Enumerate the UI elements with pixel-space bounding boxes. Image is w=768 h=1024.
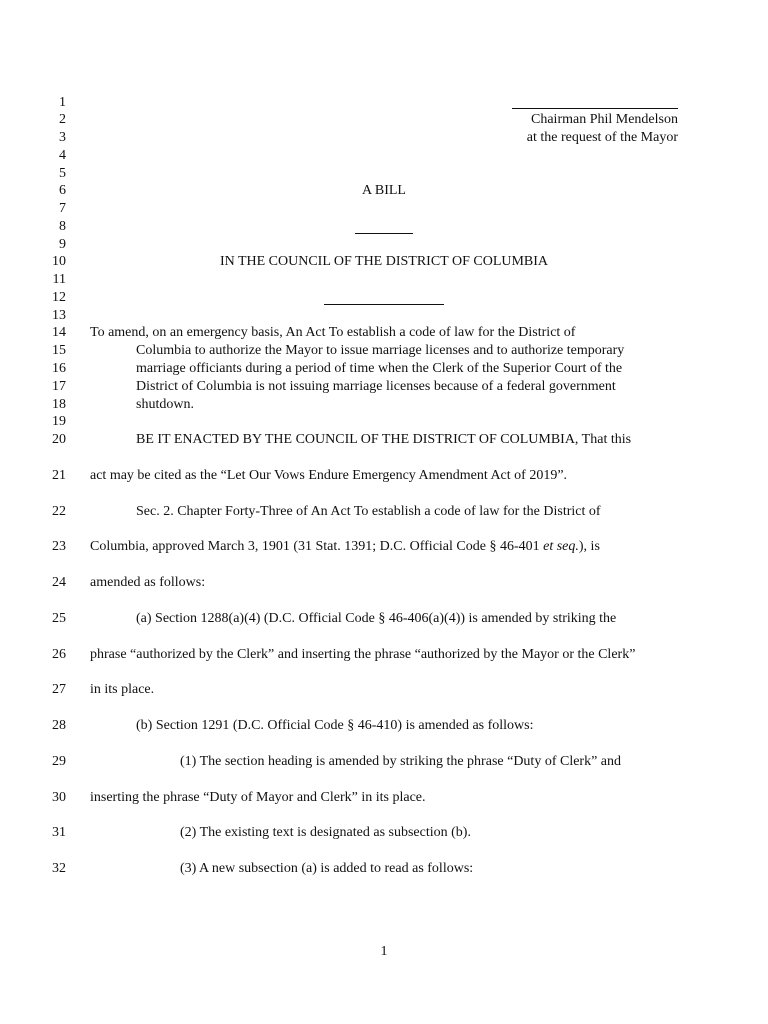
line-number: 11 xyxy=(52,272,66,287)
line-number: 6 xyxy=(59,183,66,198)
subsection-a: (a) Section 1288(a)(4) (D.C. Official Code § 46-406(a)(4)) is amended by striking the xyxy=(136,611,617,626)
line-number: 19 xyxy=(52,414,66,429)
citation-end: ), is xyxy=(578,539,600,554)
purpose-line: District of Columbia is not issuing marriage licenses because of a federal government xyxy=(136,379,616,394)
sponsor-name: Chairman Phil Mendelson xyxy=(531,112,678,127)
line-number: 15 xyxy=(52,343,66,358)
line-number: 7 xyxy=(59,201,66,216)
purpose-line: Columbia to authorize the Mayor to issue marriage licenses and to authorize temporary xyxy=(136,343,625,358)
line-number: 9 xyxy=(59,237,66,252)
sponsor-request: at the request of the Mayor xyxy=(526,130,678,145)
page-number: 1 xyxy=(380,944,388,959)
line-number: 31 xyxy=(52,825,66,840)
line-number: 23 xyxy=(52,539,66,554)
line-number: 3 xyxy=(59,130,66,145)
line-number: 10 xyxy=(52,254,66,269)
citation-et-seq: et seq. xyxy=(543,539,579,554)
purpose-line: marriage officiants during a period of time when the Clerk of the Superior Court of the xyxy=(136,361,623,376)
purpose-line: To amend, on an emergency basis, An Act To establish a code of law for the District of xyxy=(90,325,576,340)
purpose-line: shutdown. xyxy=(136,397,194,412)
line-number: 13 xyxy=(52,308,66,323)
line-number: 14 xyxy=(52,325,66,340)
subsection-b: (b) Section 1291 (D.C. Official Code § 46-410) is amended as follows: xyxy=(136,718,534,733)
line-number: 1 xyxy=(59,95,66,110)
line-number: 29 xyxy=(52,754,66,769)
enacting-clause: BE IT ENACTED BY THE COUNCIL OF THE DISTRICT OF COLUMBIA, That this xyxy=(136,432,632,447)
line-number: 8 xyxy=(59,219,66,234)
bill-title: A BILL xyxy=(362,183,406,198)
subsection-a-end: in its place. xyxy=(90,682,155,697)
line-number: 5 xyxy=(59,166,66,181)
line-number: 28 xyxy=(52,718,66,733)
subsection-a-cont: phrase “authorized by the Clerk” and inserting the phrase “authorized by the Mayor or the Clerk” xyxy=(90,647,636,662)
line-number: 21 xyxy=(52,468,66,483)
citation-text: Columbia, approved March 3, 1901 (31 Stat. 1391; D.C. Official Code § 46-401 xyxy=(90,539,544,554)
section-2-heading: Sec. 2. Chapter Forty-Three of An Act To establish a code of law for the District of xyxy=(136,504,601,519)
line-number: 22 xyxy=(52,504,66,519)
line-number: 20 xyxy=(52,432,66,447)
line-number: 25 xyxy=(52,611,66,626)
line-number: 18 xyxy=(52,397,66,412)
line-number: 30 xyxy=(52,790,66,805)
line-number: 12 xyxy=(52,290,66,305)
signature-line xyxy=(512,108,678,109)
council-heading: IN THE COUNCIL OF THE DISTRICT OF COLUMBIA xyxy=(219,254,549,269)
short-title: act may be cited as the “Let Our Vows Endure Emergency Amendment Act of 2019”. xyxy=(90,468,568,483)
line-number: 16 xyxy=(52,361,66,376)
paragraph-1: (1) The section heading is amended by striking the phrase “Duty of Clerk” and xyxy=(180,754,622,769)
line-number: 27 xyxy=(52,682,66,697)
paragraph-1-cont: inserting the phrase “Duty of Mayor and Clerk” in its place. xyxy=(90,790,426,805)
paragraph-2: (2) The existing text is designated as subsection (b). xyxy=(180,825,471,840)
line-number: 26 xyxy=(52,647,66,662)
bill-number-blank xyxy=(355,233,413,234)
amended-as-follows: amended as follows: xyxy=(90,575,206,590)
date-blank xyxy=(324,304,444,305)
line-number: 24 xyxy=(52,575,66,590)
line-number: 2 xyxy=(59,112,66,127)
line-number: 4 xyxy=(59,148,66,163)
line-number: 17 xyxy=(52,379,66,394)
section-2-citation xyxy=(90,539,600,555)
line-number: 32 xyxy=(52,861,66,876)
paragraph-3: (3) A new subsection (a) is added to read as follows: xyxy=(180,861,474,876)
